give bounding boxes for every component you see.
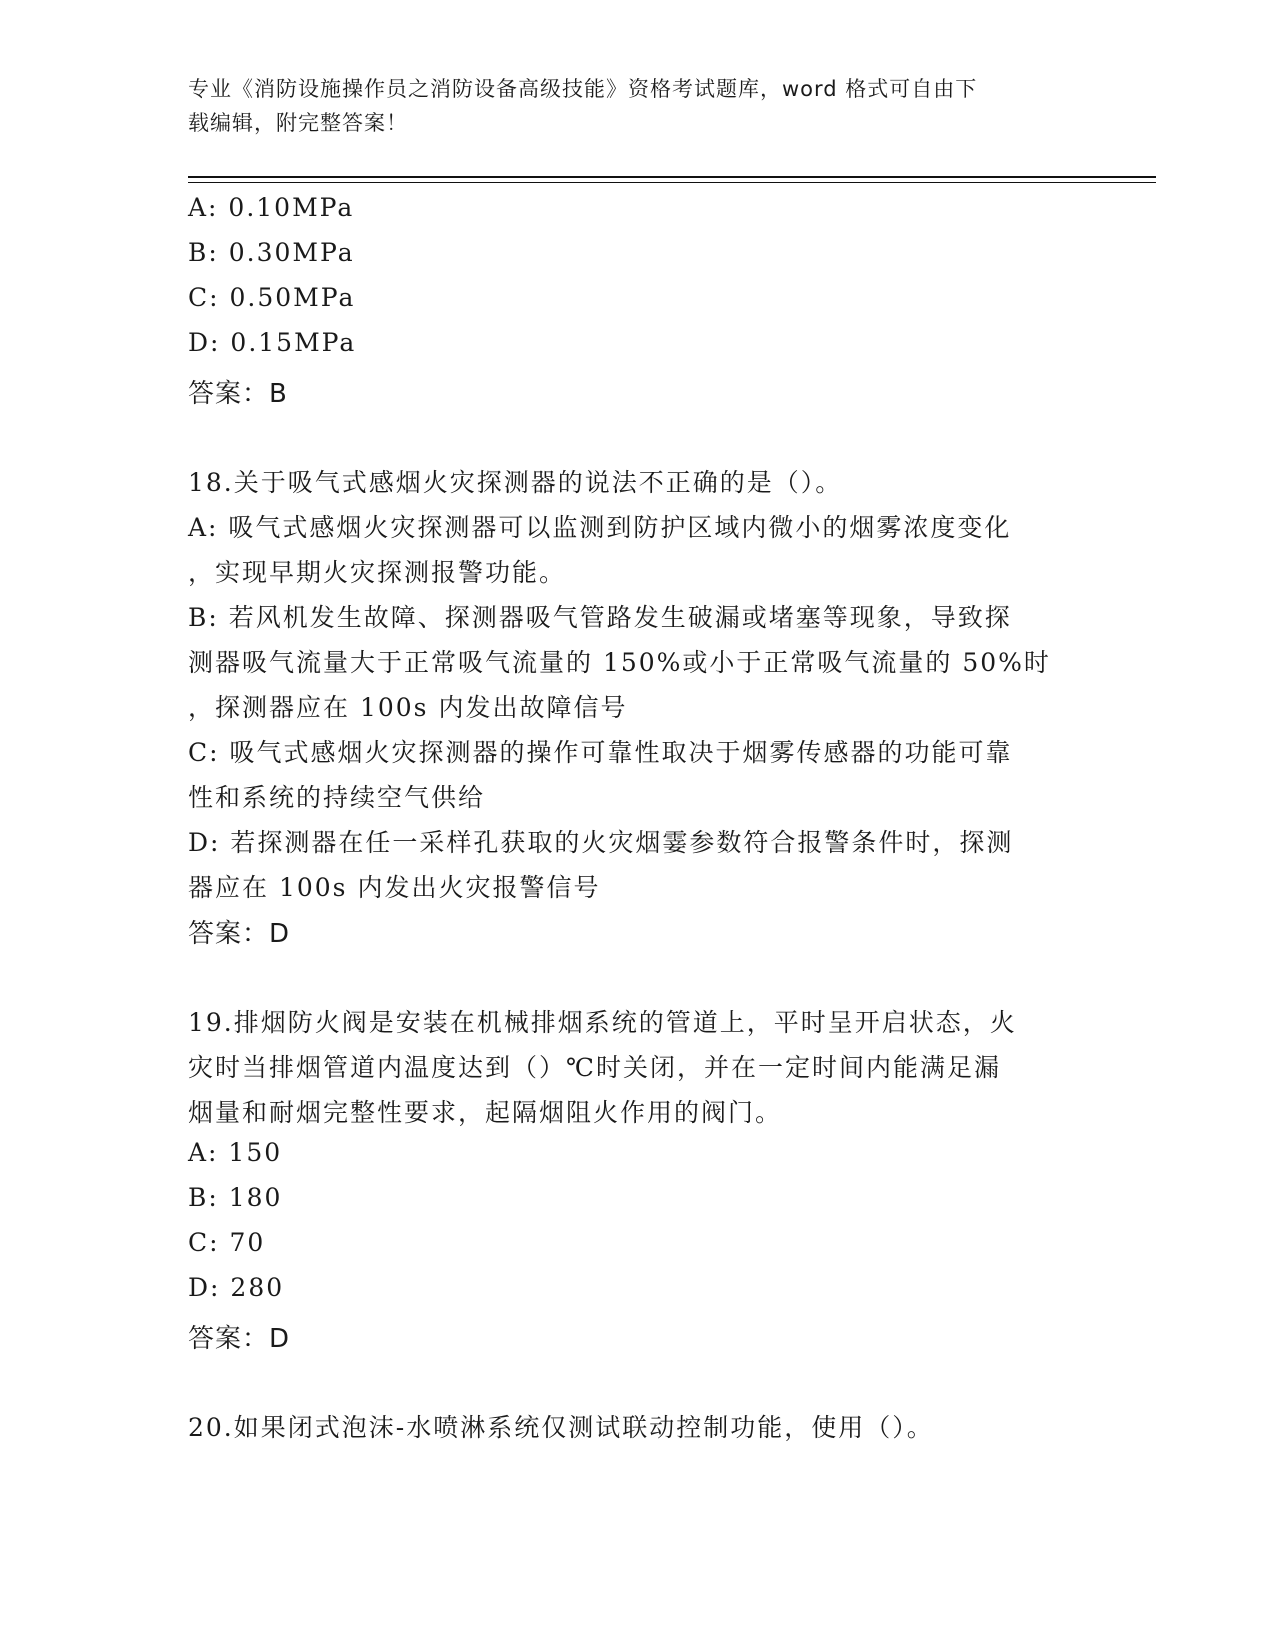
- q19-answer: 答案：D: [188, 1324, 291, 1354]
- q18-stem: 18.关于吸气式感烟火灾探测器的说法不正确的是（）。: [188, 468, 843, 497]
- q19-stem-line2: 灾时当排烟管道内温度达到（）℃时关闭，并在一定时间内能满足漏: [188, 1053, 1001, 1082]
- header-divider-thick: [188, 176, 1156, 178]
- q19-option-b: B: 180: [188, 1183, 283, 1212]
- header-line-1: 专业《消防设施操作员之消防设备高级技能》资格考试题库，word 格式可自由下: [188, 77, 978, 101]
- q17-answer: 答案：B: [188, 379, 288, 409]
- q18-option-a-line1: A: 吸气式感烟火灾探测器可以监测到防护区域内微小的烟雾浓度变化: [188, 513, 1012, 542]
- q18-option-b-line2: 测器吸气流量大于正常吸气流量的 150%或小于正常吸气流量的 50%时: [188, 648, 1051, 677]
- q18-option-c-line2: 性和系统的持续空气供给: [188, 783, 486, 812]
- q17-option-c: C: 0.50MPa: [188, 283, 356, 312]
- header-line-2: 载编辑，附完整答案！: [188, 111, 408, 135]
- q18-option-a-line2: ，实现早期火灾探测报警功能。: [188, 558, 567, 587]
- q17-option-b: B: 0.30MPa: [188, 238, 355, 267]
- document-header: [188, 72, 1088, 140]
- header-divider-thin: [188, 182, 1156, 183]
- q19-option-d: D: 280: [188, 1273, 285, 1302]
- q19-option-c: C: 70: [188, 1228, 266, 1257]
- q18-option-d-line1: D: 若探测器在任一采样孔获取的火灾烟霎参数符合报警条件时，探测: [188, 828, 1014, 857]
- q18-option-c-line1: C: 吸气式感烟火灾探测器的操作可靠性取决于烟雾传感器的功能可靠: [188, 738, 1013, 767]
- q19-stem-line3: 烟量和耐烟完整性要求，起隔烟阻火作用的阀门。: [188, 1098, 783, 1127]
- q18-option-d-line2: 器应在 100s 内发出火灾报警信号: [188, 873, 601, 902]
- q18-option-b-line3: ，探测器应在 100s 内发出故障信号: [188, 693, 628, 722]
- q18-option-b-line1: B: 若风机发生故障、探测器吸气管路发生破漏或堵塞等现象，导致探: [188, 603, 1012, 632]
- q19-option-a: A: 150: [188, 1138, 283, 1167]
- q18-answer: 答案：D: [188, 919, 291, 949]
- q17-option-d: D: 0.15MPa: [188, 328, 357, 357]
- q19-stem-line1: 19.排烟防火阀是安装在机械排烟系统的管道上，平时呈开启状态，火: [188, 1008, 1017, 1037]
- q17-option-a: A: 0.10MPa: [188, 193, 355, 222]
- q20-stem: 20.如果闭式泡沫-水喷淋系统仅测试联动控制功能，使用（）。: [188, 1413, 934, 1442]
